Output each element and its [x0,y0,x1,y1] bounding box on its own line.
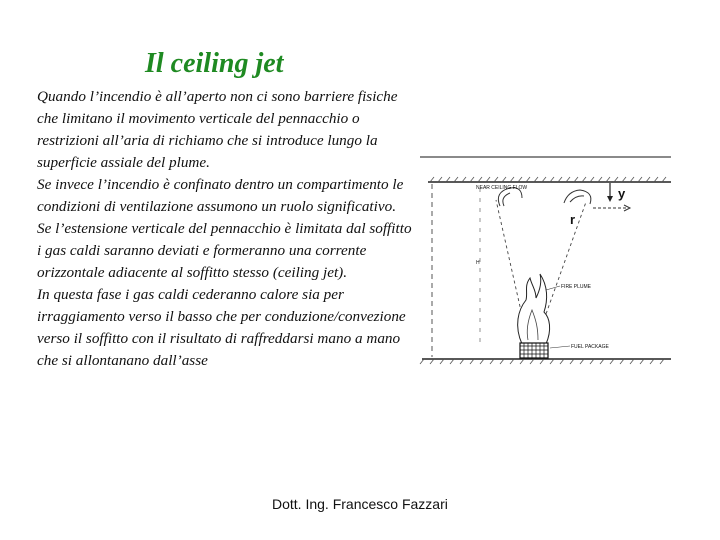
ceiling-jet-svg [418,140,674,386]
fuel-package-label: FUEL PACKAGE [571,344,609,350]
axis-r-label: r [570,212,576,227]
fire-plume [518,274,550,344]
axis-y [607,183,626,202]
floor [420,359,671,364]
near-ceiling-flow-label: NEAR CEILING FLOW [476,185,528,191]
axis-y-label: y [618,186,626,201]
paragraph-confined-fire: Se invece l’incendio è confinato dentro un compartimento le condizioni di ventilazione assumono un ruolo significativo. [37,176,404,215]
footer-author: Dott. Ing. Francesco Fazzari [272,496,448,512]
ceiling [428,177,671,182]
ceiling-jet-diagram [418,140,674,386]
paragraph-heat-transfer: In questa fase i gas caldi cederanno calore sia per irraggiamento verso il basso che per conduzione/convezione verso il soffitto con il risultato di raffreddarsi mano a mano che si allontanano dall’asse [37,286,406,369]
slide-title: Il ceiling jet [145,48,284,79]
body-text [37,86,419,372]
height-label: H [476,260,480,266]
fire-plume-label: FIRE PLUME [561,284,592,290]
fuel-package [520,343,548,358]
paragraph-open-fire: Quando l’incendio è all’aperto non ci sono barriere fisiche che limitano il movimento verticale del pennacchio o restrizioni all’aria di richiamo che si introduce lungo la superficie assiale del plume. [37,88,398,171]
paragraph-ceiling-jet: Se l’estensione verticale del pennacchio è limitata dal soffitto i gas caldi saranno deviati e formeranno una corrente orizzontale adiacente al soffitto stesso (ceiling jet). [37,220,412,281]
